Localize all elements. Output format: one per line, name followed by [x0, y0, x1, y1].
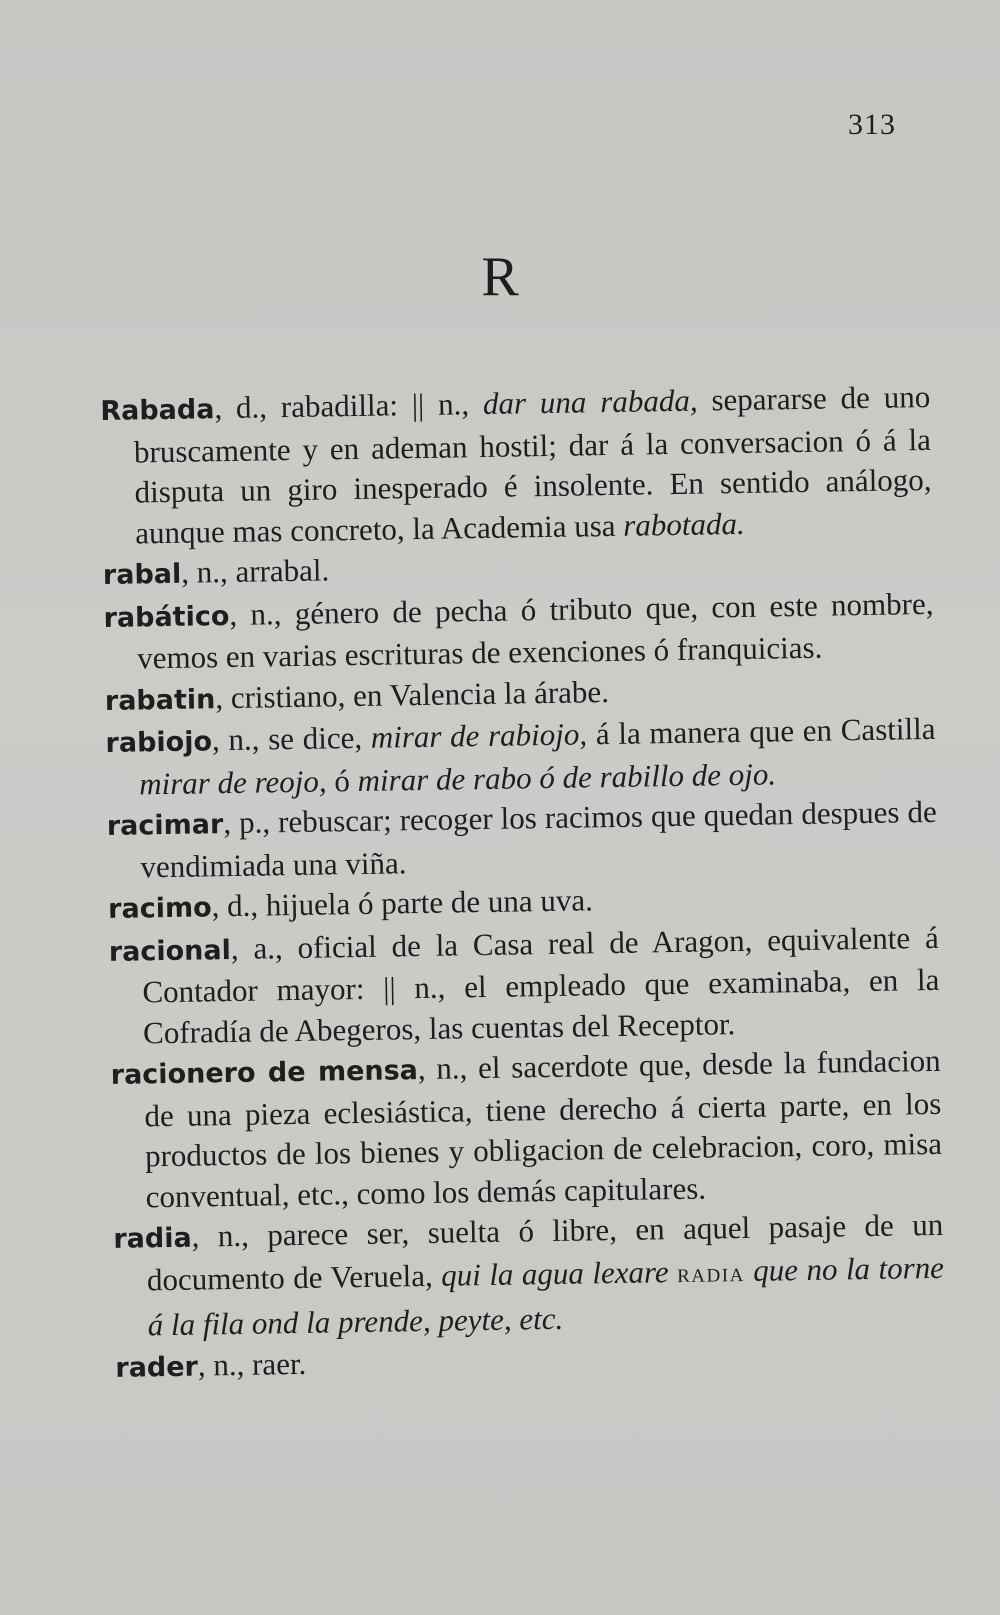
definition-text: , n., género de pecha ó tributo que, con este nombre, vemos en varias escrituras de exenciones ó franquicias. [136, 585, 934, 676]
headword: radia [113, 1222, 192, 1255]
section-letter-heading: R [481, 246, 519, 308]
italic-phrase: qui la agua lexare [440, 1253, 669, 1293]
definition-text: , d., rabadilla: || n., [214, 385, 484, 426]
italic-phrase: dar una rabada, [482, 382, 698, 421]
entry-racional [108, 917, 940, 1054]
entry-racionero-de-mensa [110, 1041, 942, 1218]
headword: racionero de mensa [110, 1055, 419, 1091]
headword: Rabada [100, 394, 215, 427]
definition-text: separarse de uno bruscamente y en ademan hostil; dar á la conversacion ó á la disputa un giro inesperado é insolente. En sentido análogo, aunque mas concreto, la Academia usa [133, 378, 932, 550]
definition-text: , a., oficial de la Casa real de Aragon, equivalente á Contador mayor: || n., el empleado que examinaba, en la Cofradía de Abegeros, las cuentas del Receptor. [142, 919, 940, 1050]
entry-rabiojo [105, 709, 936, 805]
entry-racimar [107, 792, 938, 888]
italic-phrase: mirar de reojo, [138, 762, 327, 801]
definition-text: á la manera que en Castilla [586, 710, 936, 752]
definition-text: , p., rebuscar; recoger los racimos que quedan despues de vendimiada una viña. [140, 793, 937, 884]
italic-phrase: que no la torne á la fila ond la prende, peyte, etc. [147, 1249, 945, 1343]
italic-phrase: mirar de rabo ó de rabillo de ojo. [357, 755, 777, 798]
definition-text: , n., parece ser, suelta ó libre, en aquel pasaje de un documento de Veruela, [146, 1206, 944, 1297]
definition-text: , n., raer. [197, 1345, 307, 1383]
headword: rabatin [104, 683, 216, 717]
headword: rabiojo [105, 726, 213, 759]
italic-phrase: rabotada. [622, 505, 745, 543]
headword: rader [115, 1351, 199, 1384]
entry-rabatico [103, 583, 934, 679]
dictionary-entries [100, 377, 946, 1389]
page-number: 313 [848, 108, 896, 141]
definition-text: ó [326, 762, 358, 798]
definition-text: , n., se dice, [211, 719, 372, 758]
headword: racional [108, 934, 232, 968]
definition-text: , n., el sacerdote que, desde la fundacion de una pieza eclesiástica, tiene derecho á cierta parte, en los productos de los bienes y obligacion de celebracion, coro, misa conventual, etc., como los demás capitulares. [144, 1042, 943, 1214]
definition-text: , cristiano, en Valencia la árabe. [215, 673, 610, 715]
entry-rabada [100, 377, 932, 554]
headword: racimo [107, 892, 212, 925]
small-caps-word: RADIA [676, 1264, 745, 1287]
headword: racimar [106, 809, 224, 842]
definition-text: , d., hijuela ó parte de una uva. [211, 882, 594, 924]
definition-text: , n., arrabal. [180, 552, 330, 590]
headword: rabático [103, 600, 230, 634]
italic-phrase: mirar de rabiojo, [370, 716, 588, 755]
entry-radia [113, 1205, 945, 1347]
headword: rabal [102, 558, 182, 591]
